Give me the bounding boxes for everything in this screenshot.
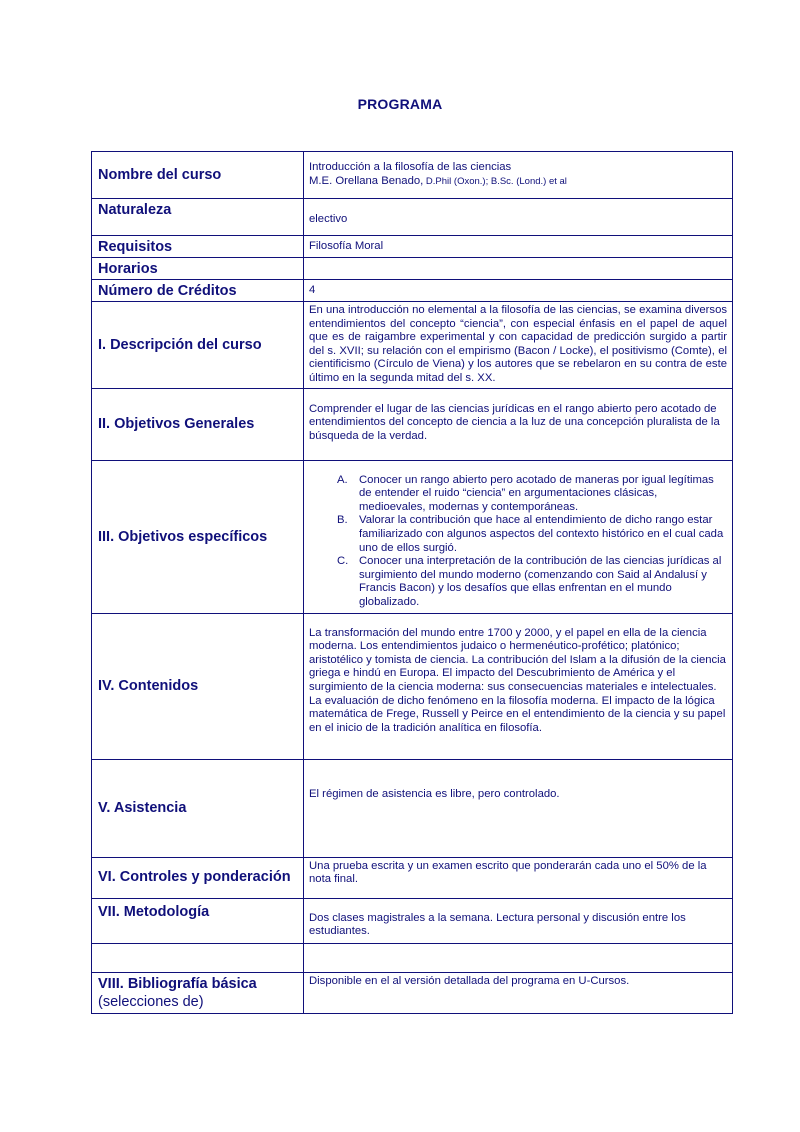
label-nombre: Nombre del curso bbox=[92, 152, 304, 199]
label-asistencia: V. Asistencia bbox=[92, 759, 304, 857]
label-descripcion: I. Descripción del curso bbox=[92, 302, 304, 389]
row-objetivos-generales bbox=[92, 388, 733, 460]
value-objetivos-especificos bbox=[304, 460, 733, 613]
value-empty bbox=[304, 943, 733, 972]
instructor-name: M.E. Orellana Benado, bbox=[309, 175, 424, 187]
row-contenidos bbox=[92, 613, 733, 759]
label-requisitos: Requisitos bbox=[92, 236, 304, 258]
row-controles bbox=[92, 857, 733, 898]
objective-item bbox=[309, 474, 727, 515]
row-empty bbox=[92, 943, 733, 972]
label-horarios: Horarios bbox=[92, 258, 304, 280]
value-naturaleza: electivo bbox=[304, 199, 733, 236]
value-horarios bbox=[304, 258, 733, 280]
row-creditos bbox=[92, 280, 733, 302]
label-naturaleza: Naturaleza bbox=[92, 199, 304, 236]
label-metodologia: VII. Metodología bbox=[92, 898, 304, 943]
label-objetivos-especificos: III. Objetivos específicos bbox=[92, 460, 304, 613]
value-asistencia: El régimen de asistencia es libre, pero controlado. bbox=[304, 759, 733, 857]
bibliografia-title: VIII. Bibliografía básica bbox=[98, 975, 257, 992]
program-table bbox=[91, 151, 733, 1014]
page-title: PROGRAMA bbox=[357, 96, 443, 112]
label-contenidos: IV. Contenidos bbox=[92, 613, 304, 759]
label-controles: VI. Controles y ponderación bbox=[92, 857, 304, 898]
row-horarios bbox=[92, 258, 733, 280]
value-requisitos: Filosofía Moral bbox=[304, 236, 733, 258]
objective-marker: B. bbox=[337, 514, 348, 527]
label-creditos: Número de Créditos bbox=[92, 280, 304, 302]
row-bibliografia bbox=[92, 972, 733, 1013]
label-objetivos-generales: II. Objetivos Generales bbox=[92, 388, 304, 460]
value-objetivos-generales: Comprender el lugar de las ciencias jurídicas en el rango abierto pero acotado de entendimientos del concepto de ciencia a la luz de una concepción pluralista de la búsqueda de la verdad. bbox=[304, 388, 733, 460]
label-bibliografia bbox=[92, 972, 304, 1013]
objective-text: Conocer un rango abierto pero acotado de maneras por igual legítimas de entender el ruido “ciencia” en argumentaciones clásicas, medioevales, modernas y contemporáneas. bbox=[359, 473, 714, 513]
row-objetivos-especificos bbox=[92, 460, 733, 613]
objective-item bbox=[309, 514, 727, 555]
value-descripcion: En una introducción no elemental a la filosofía de las ciencias, se examina diversos entendimientos del concepto “ciencia”, con especial énfasis en el papel de aquel que es de raigambre experimental y con capacidad de predicción surgido a partir del s. XVII; su relación con el empirismo (Bacon / Locke), el positivismo (Comte), el cientificismo (Círculo de Viena) y los autores que se rebelaron en su contra de este último en la segunda mitad del s. XX. bbox=[304, 302, 733, 389]
row-descripcion bbox=[92, 302, 733, 389]
objective-text: Valorar la contribución que hace al entendimiento de dicho rango estar familiarizado con algunos aspectos del contexto histórico en el cual cada uno de ellos surgió. bbox=[359, 514, 724, 554]
value-nombre bbox=[304, 152, 733, 199]
value-metodologia: Dos clases magistrales a la semana. Lectura personal y discusión entre los estudiantes. bbox=[304, 898, 733, 943]
objective-text: Conocer una interpretación de la contribución de las ciencias jurídicas al surgimiento del mundo moderno (comenzando con Said al Andalusí y Francis Bacon) y los desafíos que ellas enfrentan en el mundo globalizado. bbox=[359, 555, 722, 608]
label-empty bbox=[92, 943, 304, 972]
bibliografia-note: (selecciones de) bbox=[98, 993, 204, 1010]
row-nombre bbox=[92, 152, 733, 199]
value-bibliografia: Disponible en el al versión detallada del programa en U-Cursos. bbox=[304, 972, 733, 1013]
objective-item bbox=[309, 555, 727, 609]
objectives-list bbox=[309, 474, 727, 610]
objective-marker: C. bbox=[337, 555, 349, 568]
row-asistencia bbox=[92, 759, 733, 857]
value-creditos: 4 bbox=[304, 280, 733, 302]
instructor bbox=[309, 175, 727, 189]
value-contenidos: La transformación del mundo entre 1700 y 2000, y el papel en ella de la ciencia moderna. Los entendimientos judaico o hermenéutico-profético; platónico; aristotélico y tomista de ciencia. La contribución del Islam a la difusión de la ciencia griega e hindú en Europa. El impacto del Descubrimiento de América y el surgimiento de la ciencia moderna: sus consecuencias materiales e intelectuales. La evaluación de dicho fenómeno en la filosofía moderna. El impacto de la lógica matemática de Frege, Russell y Peirce en el entendimiento de la ciencia y su papel en el inicio de la tradición analítica en filosofía. bbox=[304, 613, 733, 759]
value-controles: Una prueba escrita y un examen escrito que ponderarán cada uno el 50% de la nota final. bbox=[304, 857, 733, 898]
row-naturaleza bbox=[92, 199, 733, 236]
course-name: Introducción a la filosofía de las ciencias bbox=[309, 161, 512, 174]
instructor-credentials: D.Phil (Oxon.); B.Sc. (Lond.) et al bbox=[423, 176, 567, 187]
objective-marker: A. bbox=[337, 473, 348, 486]
row-metodologia bbox=[92, 898, 733, 943]
row-requisitos bbox=[92, 236, 733, 258]
